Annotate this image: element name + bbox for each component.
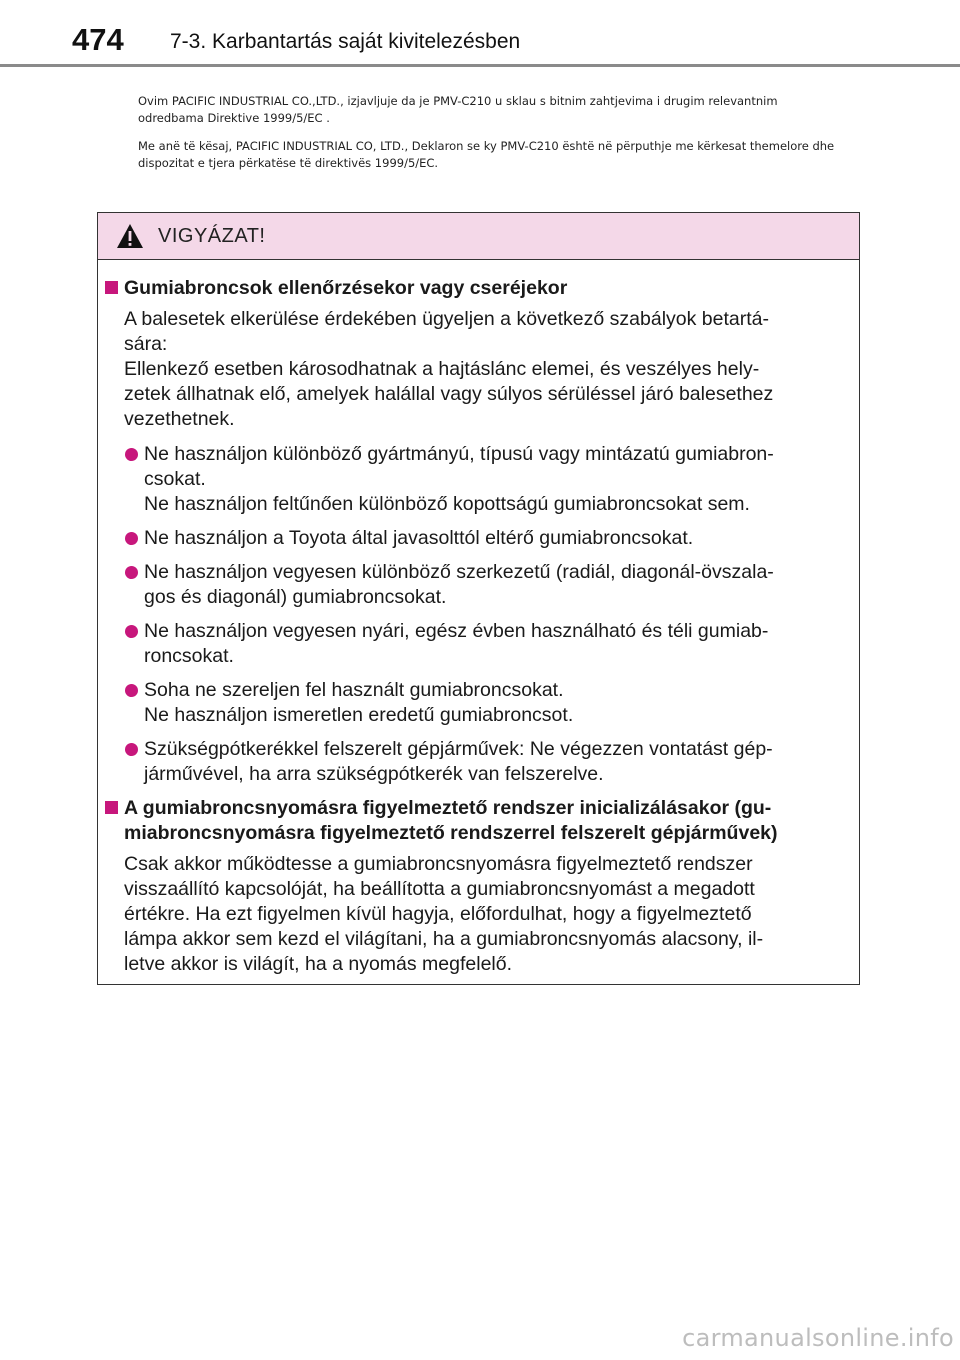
declaration-albanian: Me anë të kësaj, PACIFIC INDUSTRIAL CO, LTD., Deklaron se ky PMV-C210 është në përputhje me kërkesat themelore dhe dispozitat e tjera përkatëse të direktivës 1999/5/EC.	[138, 139, 835, 170]
declaration-croatian: Ovim PACIFIC INDUSTRIAL CO.,LTD., izjavljuje da je PMV-C210 u sklau s bitnim zahtjevima i drugim relevantnim odredbama Direktive 1999/5/EC .	[138, 94, 778, 125]
circle-bullet-icon	[125, 743, 138, 756]
list-item: Ne használjon vegyesen nyári, egész évben használható és téli gumiab- roncsokat.	[102, 619, 851, 669]
section-title: 7-3. Karbantartás saját kivitelezésben	[170, 30, 521, 53]
page-header	[0, 0, 960, 70]
list-item: Soha ne szereljen fel használt gumiabroncsokat. Ne használjon ismeretlen eredetű gumiabroncsot.	[102, 678, 851, 728]
tpms-init-body: Csak akkor működtesse a gumiabroncsnyomásra figyelmeztető rendszer visszaállító kapcsolóját, ha beállította a gumiabroncsnyomást a megadott értékre. Ha ezt figyelmen kívül hagyja, előfordulhat, hogy a figyelmeztető lámpa akkor sem kezd el világítani, ha a gumiabroncsnyomás alacsony, il- letve akkor is világít, ha a nyomás megfelelő.	[124, 853, 764, 975]
warning-triangle-icon	[116, 223, 144, 249]
list-item: Szükségpótkerékkel felszerelt gépjárművek: Ne végezzen vontatást gép- járművével, ha arra szükségpótkerék van felszerelve.	[102, 737, 851, 787]
caution-header	[98, 213, 859, 260]
circle-bullet-icon	[125, 532, 138, 545]
header-divider	[0, 64, 960, 67]
square-bullet-icon	[105, 801, 118, 814]
caution-box	[97, 212, 860, 985]
caution-body	[98, 260, 859, 977]
tire-check-intro: A balesetek elkerülése érdekében ügyeljen a következő szabályok betartá- sára: Ellenkező esetben károsodhatnak a hajtáslánc elemei, és veszélyes hely- zetek állhatnak elő, amelyek halállal vagy súlyos sérüléssel járó balesethez vezethetnek.	[124, 308, 774, 430]
list-item: Ne használjon vegyesen különböző szerkezetű (radiál, diagonál-övszala- gos és diagonál) gumiabroncsokat.	[102, 560, 851, 610]
page-number: 474	[72, 22, 124, 57]
list-item: Ne használjon különböző gyártmányú, típusú vagy mintázatú gumiabron- csokat. Ne használjon feltűnően különböző kopottságú gumiabroncsokat sem.	[102, 442, 851, 517]
circle-bullet-icon	[125, 684, 138, 697]
circle-bullet-icon	[125, 566, 138, 579]
square-bullet-icon	[105, 281, 118, 294]
section-heading-tpms-init: A gumiabroncsnyomásra figyelmeztető rendszer inicializálásakor (gu- miabroncsnyomásra figyelmeztető rendszerrel felszerelt gépjárművek)	[102, 796, 851, 846]
section-heading-tire-check: Gumiabroncsok ellenőrzésekor vagy cseréjekor	[102, 276, 851, 301]
list-item: Ne használjon a Toyota által javasolttól eltérő gumiabroncsokat.	[102, 526, 851, 551]
watermark: carmanualsonline.info	[682, 1324, 954, 1352]
circle-bullet-icon	[125, 448, 138, 461]
circle-bullet-icon	[125, 625, 138, 638]
caution-title: VIGYÁZAT!	[158, 225, 266, 247]
